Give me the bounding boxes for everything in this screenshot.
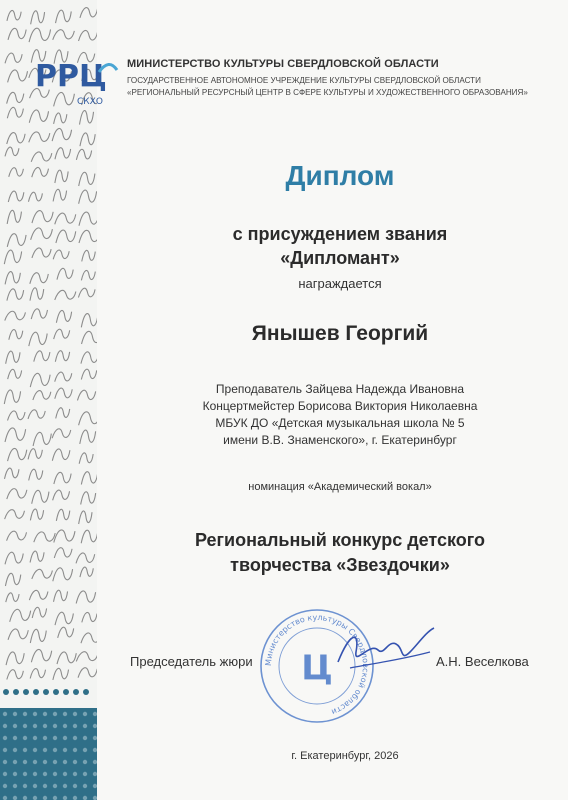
- school-line-2: имени В.В. Знаменского», г. Екатеринбург: [223, 433, 457, 447]
- organization-logo: [33, 56, 119, 110]
- band-dot: [3, 689, 9, 695]
- awarded-label: награждается: [298, 276, 382, 291]
- signature: [330, 622, 440, 682]
- decorative-band: [0, 0, 97, 800]
- band-dot: [13, 689, 19, 695]
- ministry-name: МИНИСТЕРСТВО КУЛЬТУРЫ СВЕРДЛОВСКОЙ ОБЛАСТИ: [127, 58, 439, 70]
- award-subtitle-line-1: с присуждением звания: [232, 224, 448, 244]
- contest-line-2: творчества «Звездочки»: [230, 555, 450, 575]
- band-dot: [53, 689, 59, 695]
- diploma-title: Диплом: [285, 160, 395, 191]
- teacher-line: Преподаватель Зайцева Надежда Ивановна: [215, 382, 465, 396]
- city-and-year: г. Екатеринбург, 2026: [291, 750, 399, 762]
- jury-chair-label: Председатель жюри: [130, 654, 253, 669]
- accompanist-line: Концертмейстер Борисова Виктория Николаевна: [202, 399, 478, 413]
- band-dot: [63, 689, 69, 695]
- band-dot: [73, 689, 79, 695]
- jury-chair-name: А.Н. Веселкова: [436, 654, 529, 669]
- calligraphy-pattern: [0, 0, 97, 800]
- band-dot: [33, 689, 39, 695]
- organization-header: [127, 58, 547, 99]
- contest-line-1: Региональный конкурс детского: [194, 530, 486, 550]
- stamp-center-letter: Ц: [301, 648, 333, 688]
- institution-line-1: ГОСУДАРСТВЕННОЕ АВТОНОМНОЕ УЧРЕЖДЕНИЕ КУЛЬТУРЫ СВЕРДЛОВСКОЙ ОБЛАСТИ: [127, 76, 481, 85]
- nomination-line: номинация «Академический вокал»: [248, 481, 432, 493]
- band-dot: [43, 689, 49, 695]
- band-dot: [83, 689, 89, 695]
- stamp-ring-text: Министерство культуры Свердловской области: [263, 612, 371, 717]
- logo-letters: РРЦ: [35, 59, 107, 94]
- band-dot: [23, 689, 29, 695]
- details-block: [150, 381, 530, 449]
- school-line-1: МБУК ДО «Детская музыкальная школа № 5: [215, 416, 465, 430]
- logo-subtitle: СКХО: [77, 97, 103, 107]
- contest-name: [150, 528, 530, 578]
- award-subtitle-line-2: «Дипломант»: [280, 248, 400, 268]
- recipient-name: Янышев Георгий: [251, 322, 429, 345]
- institution-line-2: «РЕГИОНАЛЬНЫЙ РЕСУРСНЫЙ ЦЕНТР В СФЕРЕ КУЛЬТУРЫ И ХУДОЖЕСТВЕННОГО ОБРАЗОВАНИЯ»: [127, 88, 528, 97]
